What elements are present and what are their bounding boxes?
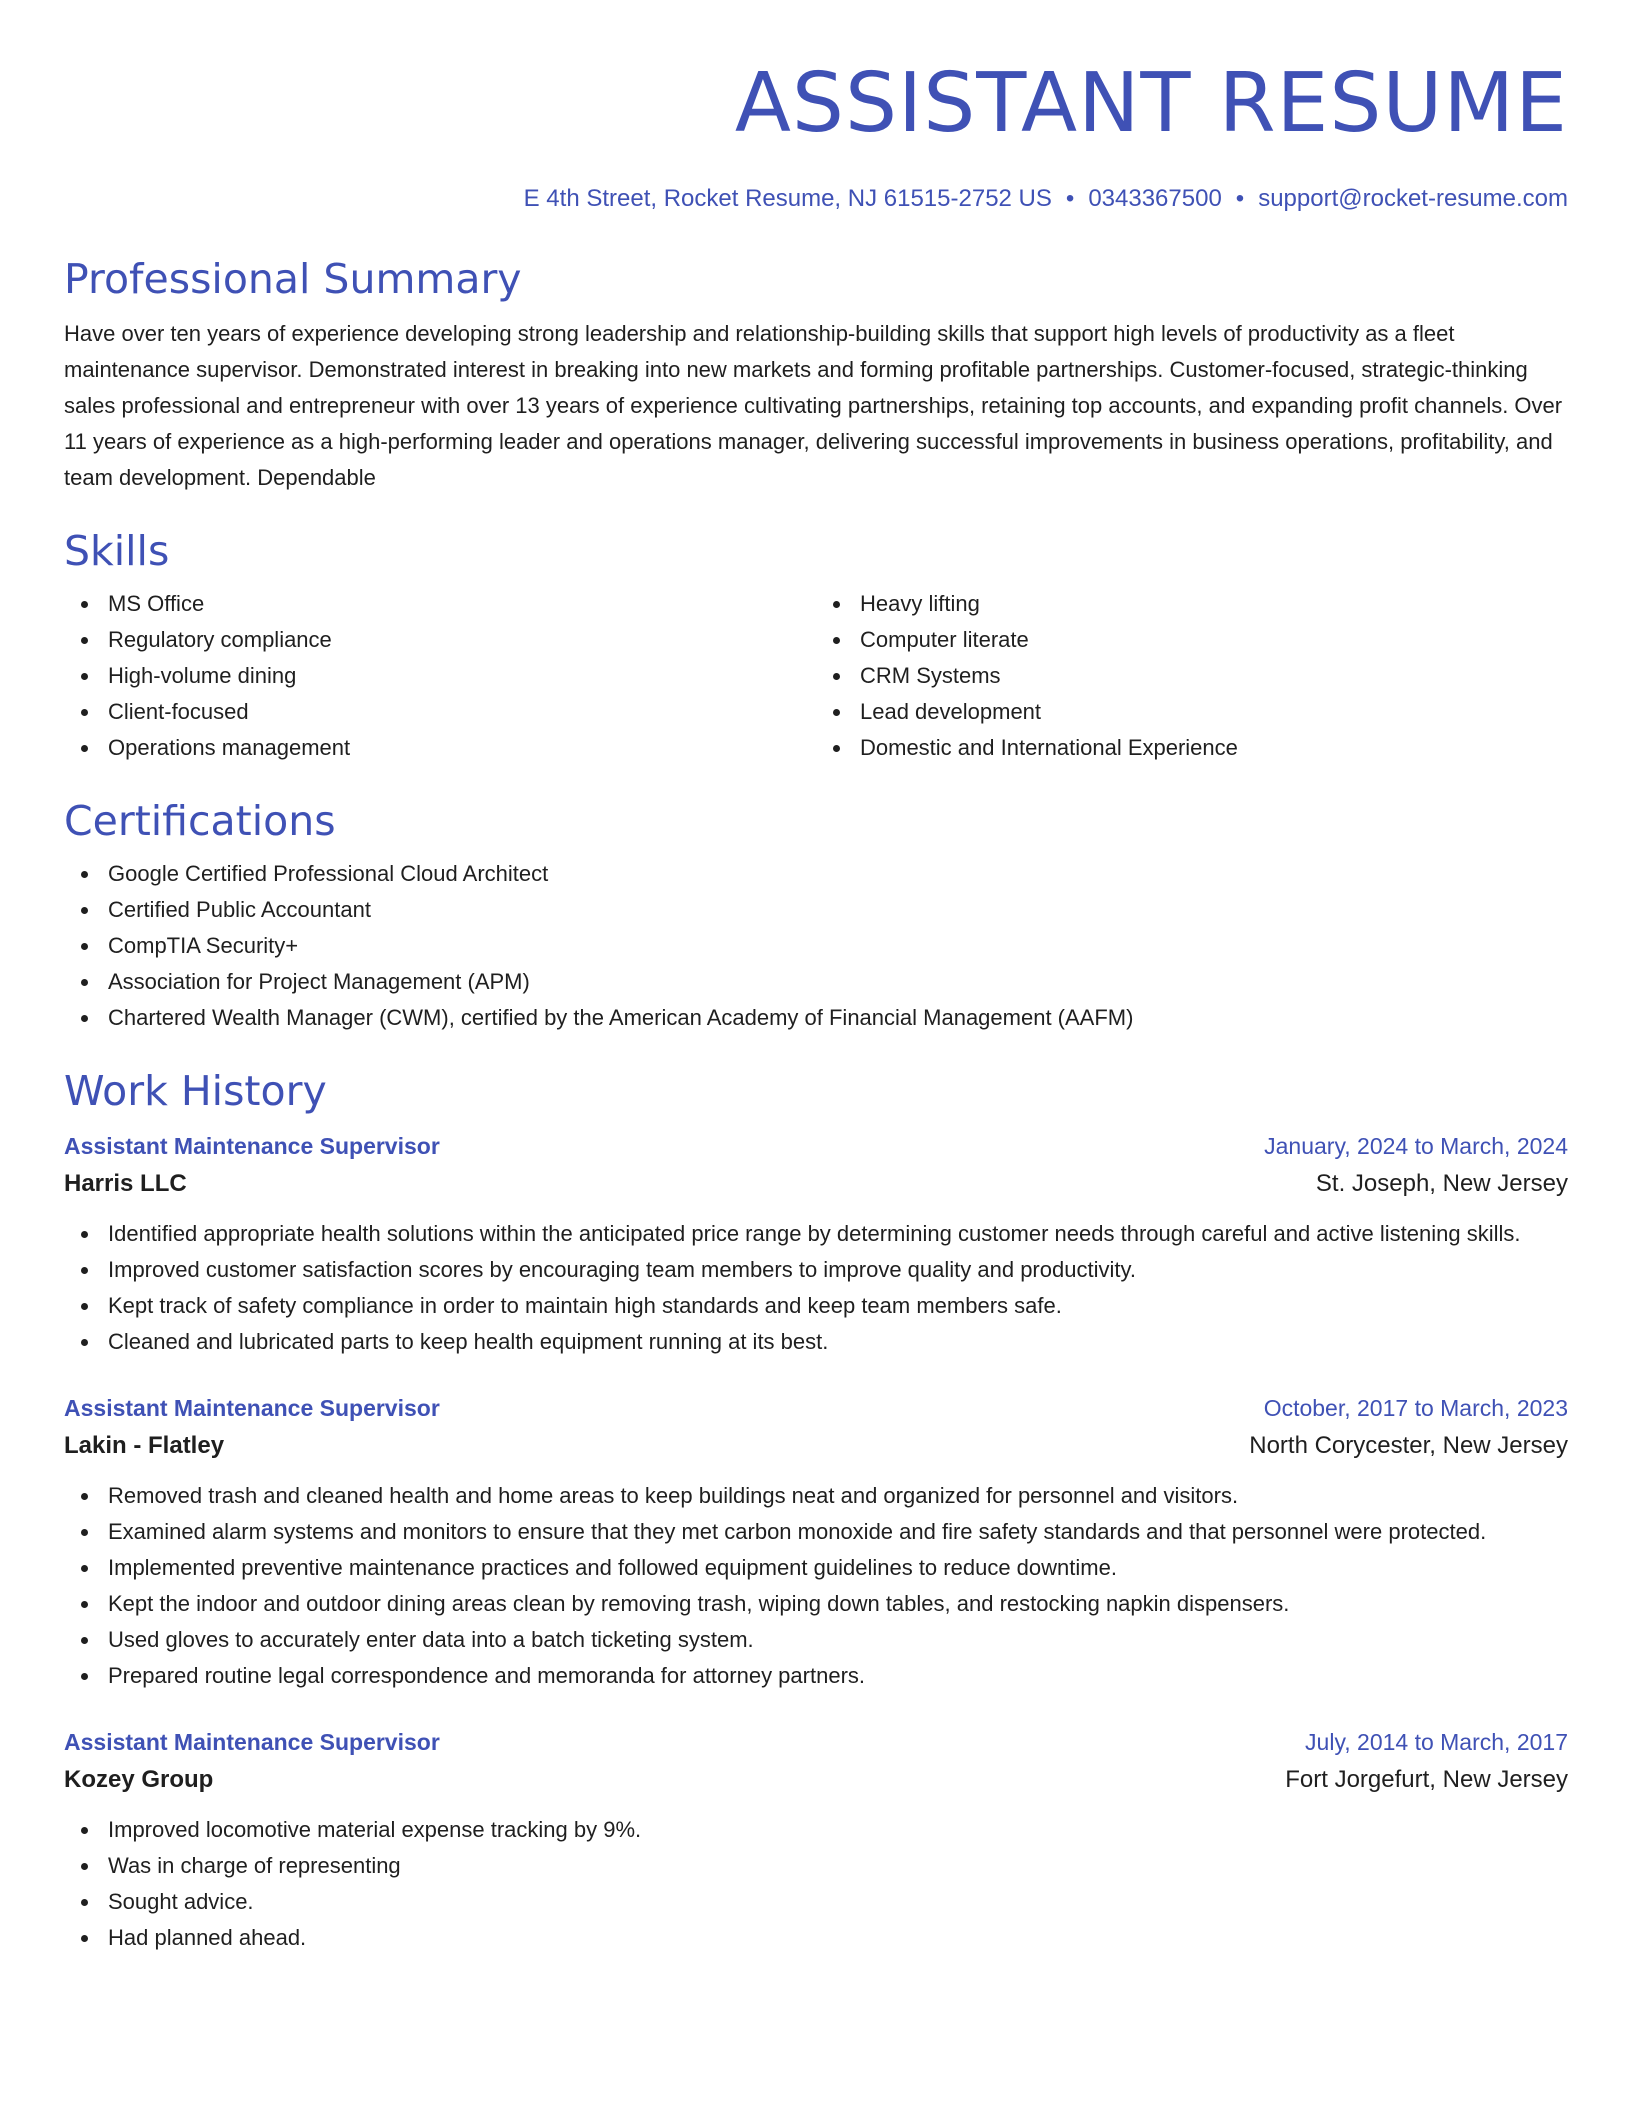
- job-company: Harris LLC: [64, 1170, 187, 1197]
- job-company-row: [64, 1426, 1568, 1466]
- job-bullet: Kept the indoor and outdoor dining areas clean by removing trash, wiping down tables, and restocking napkin dispensers.: [64, 1586, 1568, 1622]
- job-title: Assistant Maintenance Supervisor: [64, 1395, 440, 1421]
- job-bullet: Implemented preventive maintenance practices and followed equipment guidelines to reduce downtime.: [64, 1550, 1568, 1586]
- job-dates: July, 2014 to March, 2017: [1305, 1729, 1568, 1755]
- certification-item: CompTIA Security+: [64, 928, 1568, 964]
- job-bullet: Used gloves to accurately enter data into a batch ticketing system.: [64, 1622, 1568, 1658]
- job-bullet: Had planned ahead.: [64, 1920, 1568, 1956]
- job-company: Kozey Group: [64, 1766, 214, 1793]
- job-location: North Corycester, New Jersey: [1249, 1432, 1568, 1459]
- job-bullet: Kept track of safety compliance in order to maintain high standards and keep team members safe.: [64, 1288, 1568, 1324]
- job-company: Lakin - Flatley: [64, 1432, 225, 1459]
- job-location: Fort Jorgefurt, New Jersey: [1285, 1766, 1568, 1793]
- skill-item: Regulatory compliance: [64, 622, 816, 658]
- job-title: Assistant Maintenance Supervisor: [64, 1133, 440, 1159]
- contact-address: E 4th Street, Rocket Resume, NJ 61515-2752 US: [523, 185, 1052, 212]
- skills-list-right: [816, 586, 1568, 766]
- job-company-row: [64, 1760, 1568, 1800]
- job-header-row: [64, 1390, 1568, 1426]
- job-bullets: [64, 1216, 1568, 1360]
- job-bullet: Improved locomotive material expense tracking by 9%.: [64, 1812, 1568, 1848]
- job-entry: [64, 1390, 1568, 1694]
- job-header-row: [64, 1724, 1568, 1760]
- resume-name: ASSISTANT RESUME: [734, 56, 1568, 151]
- job-dates: January, 2024 to March, 2024: [1264, 1133, 1568, 1159]
- skill-item: Client-focused: [64, 694, 816, 730]
- job-bullet: Removed trash and cleaned health and home areas to keep buildings neat and organized for personnel and visitors.: [64, 1478, 1568, 1514]
- skills-grid: [64, 586, 1568, 766]
- skills-list-left: [64, 586, 816, 766]
- summary-text: Have over ten years of experience developing strong leadership and relationship-building skills that support high levels of productivity as a fleet maintenance supervisor. Demonstrated interest in breaking into new markets and forming profitable partnerships. Customer-focused, strategic-thinking sales professional and entrepreneur with over 13 years of experience cultivating partnerships, retaining top accounts, and expanding profit channels. Over 11 years of experience as a high-performing leader and operations manager, delivering successful improvements in business operations, profitability, and team development. Dependable: [64, 321, 1563, 490]
- certification-item: Association for Project Management (APM): [64, 964, 1568, 1000]
- contact-phone: 0343367500: [1088, 185, 1222, 212]
- job-bullets: [64, 1478, 1568, 1694]
- job-entry: [64, 1724, 1568, 1956]
- job-location: St. Joseph, New Jersey: [1315, 1170, 1568, 1197]
- job-bullet: Prepared routine legal correspondence and memoranda for attorney partners.: [64, 1658, 1568, 1694]
- certifications-list: [64, 856, 1568, 1036]
- certification-item: Certified Public Accountant: [64, 892, 1568, 928]
- job-company-row: [64, 1164, 1568, 1204]
- job-entry: [64, 1128, 1568, 1360]
- skill-item: MS Office: [64, 586, 816, 622]
- job-title: Assistant Maintenance Supervisor: [64, 1729, 440, 1755]
- contact-separator: •: [1235, 185, 1245, 212]
- skill-item: Heavy lifting: [816, 586, 1568, 622]
- summary-heading: Professional Summary: [64, 255, 522, 303]
- skill-item: CRM Systems: [816, 658, 1568, 694]
- job-bullet: Cleaned and lubricated parts to keep health equipment running at its best.: [64, 1324, 1568, 1360]
- skill-item: Domestic and International Experience: [816, 730, 1568, 766]
- work-history-heading: Work History: [64, 1067, 327, 1115]
- skill-item: Computer literate: [816, 622, 1568, 658]
- certifications-heading: Certifications: [64, 797, 336, 845]
- contact-separator: •: [1065, 185, 1075, 212]
- skill-item: Lead development: [816, 694, 1568, 730]
- job-bullet: Identified appropriate health solutions within the anticipated price range by determining customer needs through careful and active listening skills.: [64, 1216, 1568, 1252]
- skill-item: Operations management: [64, 730, 816, 766]
- job-bullets: [64, 1812, 1568, 1956]
- job-bullet: Sought advice.: [64, 1884, 1568, 1920]
- job-header-row: [64, 1128, 1568, 1164]
- certification-item: Google Certified Professional Cloud Architect: [64, 856, 1568, 892]
- job-bullet: Examined alarm systems and monitors to ensure that they met carbon monoxide and fire safety standards and that personnel were protected.: [64, 1514, 1568, 1550]
- job-bullet: Improved customer satisfaction scores by encouraging team members to improve quality and productivity.: [64, 1252, 1568, 1288]
- skills-heading: Skills: [64, 527, 170, 575]
- job-dates: October, 2017 to March, 2023: [1263, 1395, 1568, 1421]
- certification-item: Chartered Wealth Manager (CWM), certified by the American Academy of Financial Management (AAFM): [64, 1000, 1568, 1036]
- contact-email: support@rocket-resume.com: [1258, 185, 1568, 212]
- job-bullet: Was in charge of representing: [64, 1848, 1568, 1884]
- contact-line: [64, 184, 1568, 214]
- skill-item: High-volume dining: [64, 658, 816, 694]
- resume-header: [64, 0, 1568, 214]
